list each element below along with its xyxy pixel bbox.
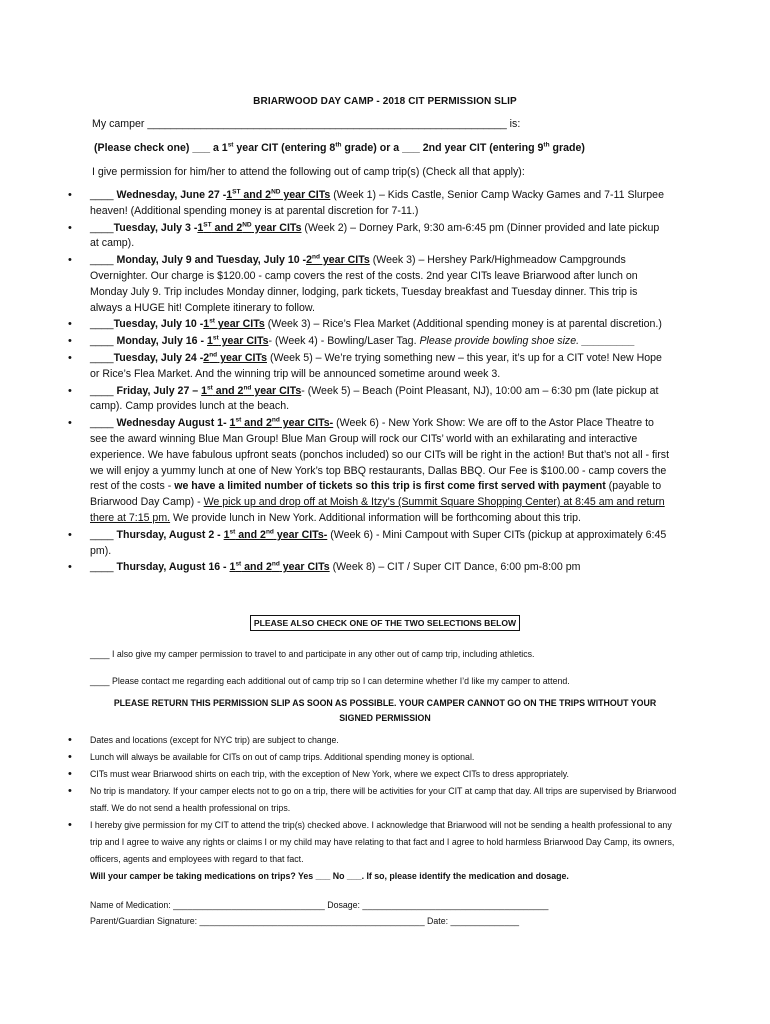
trip-description: (Week 2) – Dorney Park, 9:30 am-6:45 pm (Dinner provided and late pickup at camp). [90, 221, 660, 250]
trip-cit-mid: and 2 [212, 384, 244, 397]
trip-description: (Week 8) – CIT / Super CIT Dance, 6:00 pm-8:00 pm [329, 561, 581, 574]
trip-date: Thursday, August 2 - [116, 528, 224, 541]
note-item: • No trip is mandatory. If your camper elects not to go on a trip, there will be activities for your CIT at camp that day. All trips are supervised by Briarwood staff. We do not send a health professional on trips. [90, 783, 680, 817]
contact-me-option[interactable]: ____ Please contact me regarding each additional out of camp trip so I can determine whether I’d like my camper to attend. [90, 676, 570, 686]
check-one-text-c: grade) or a ___ 2nd year CIT (entering 9 [341, 142, 544, 154]
bowling-shoe-size-field[interactable]: Please provide bowling shoe size. _________ [419, 335, 636, 348]
trip-description: - (Week 4) - Bowling/Laser Tag. [268, 335, 420, 348]
permission-statement: I give permission for him/her to attend the following out of camp trip(s) (Check all that apply): [92, 166, 525, 178]
trip-cit-sup: ND [271, 188, 281, 196]
note-item: • Lunch will always be available for CITs on out of camp trips. Additional spending money is optional. [90, 749, 680, 766]
trip-cit-sup: ND [242, 221, 252, 229]
trip-cit-sup: st [209, 317, 215, 325]
trip-cit: 1 [197, 221, 204, 234]
trip-item[interactable] [90, 221, 670, 253]
trip-cit-sup: nd [265, 528, 274, 536]
medication-line[interactable]: Name of Medication: _______________________________ Dosage: ______________________________________ [90, 900, 549, 910]
note-item: • Dates and locations (except for NYC trip) are subject to change. [90, 732, 680, 749]
check-one-sup-b: th [335, 141, 342, 149]
trip-date: Monday, July 9 and Tuesday, July 10 - [116, 254, 307, 267]
trip-date: Monday, July 16 - [116, 335, 207, 348]
trip-checkbox-blank[interactable]: ____ [90, 189, 117, 201]
trip-description-tail: (payable to Briarwood Day Camp) - [90, 480, 662, 509]
trip-description: (Week 3) – Hershey Park/Highmeadow Campgrounds Overnighter. Our charge is $120.00 - camp covers the rest of the costs. 2nd year CITs leave Briarwood after lunch on Monday July 9. Trip includes Monday dinner, lodging, park tickets, Tuesday breakfast and Tuesday dinner. This trip is always a HUGE hit! Complete itinerary to follow. [90, 254, 638, 314]
return-notice-line: PLEASE RETURN THIS PERMISSION SLIP AS SOON AS POSSIBLE. YOUR CAMPER CANNOT GO ON THE TRIPS WITHOUT YOUR [113, 698, 657, 708]
trip-list [90, 188, 670, 577]
trip-cit: 1 [229, 417, 236, 430]
trip-cit: 1 [201, 384, 208, 397]
note-item: • CITs must wear Briarwood shirts on each trip, with the exception of New York, where we expect CITs to dress appropriately. [90, 766, 680, 783]
travel-permission-option[interactable]: ____ I also give my camper permission to travel to and participate in any other out of camp trip, including athletics. [90, 649, 535, 659]
check-one-text-a: (Please check one) ___ a 1 [94, 142, 228, 154]
note-item [90, 817, 680, 885]
trip-cit-sup: nd [312, 253, 320, 261]
trip-cit-mid: and 2 [241, 561, 272, 574]
trip-checkbox-blank[interactable]: ____ [90, 417, 117, 430]
trip-description: (Week 1) – Kids Castle, Senior Camp Wacky Games and 7-11 Slurpee heaven! (Additional spending money is at parental discretion for 7-11.) [90, 189, 664, 217]
trip-checkbox-blank[interactable]: ____ [90, 254, 117, 267]
trip-cit-end: year CITs [251, 384, 302, 397]
trip-cit-sup: st [235, 416, 242, 424]
trip-date: Friday, July 27 – [116, 384, 202, 397]
trip-cit: 1 [203, 318, 210, 331]
trip-description: (Week 3) – Rice’s Flea Market (Additional spending money is at parental discretion.) [264, 318, 662, 331]
medication-question[interactable]: Will your camper be taking medications on trips? Yes ___ No ___. If so, please identify the medication and dosage. [90, 871, 569, 881]
notes-list [90, 732, 680, 885]
trip-cit-mid: and 2 [241, 417, 272, 430]
trip-description-tail: We provide lunch in New York. Additional information will be forthcoming about this trip. [170, 511, 581, 524]
also-check-heading [0, 618, 770, 628]
trip-item[interactable] [90, 351, 670, 383]
trip-cit-sup: ST [232, 188, 241, 196]
trip-item[interactable] [90, 528, 670, 560]
signature-line[interactable]: Parent/Guardian Signature: ______________________________________________ Date: ______________ [90, 916, 519, 926]
trip-cit-mid: year CITs [217, 351, 267, 364]
check-one-text-b: year CIT (entering 8 [233, 142, 336, 154]
also-check-text: PLEASE ALSO CHECK ONE OF THE TWO SELECTIONS BELOW [250, 615, 520, 631]
pickup-dropoff-notice: We pick up and drop off at Moish & Itzy’s (Summit Square Shopping Center) at 8:45 am and return there at 7:15 pm. [90, 496, 665, 524]
trip-cit-sup: nd [271, 560, 280, 568]
cit-year-selection[interactable] [94, 141, 694, 156]
trip-checkbox-blank[interactable]: ____ [90, 221, 114, 234]
trip-cit-end: year CITs- [273, 528, 328, 541]
check-one-text-d: grade) [549, 142, 585, 154]
trip-cit-end: year CITs [279, 561, 330, 574]
trip-date: Wednesday, June 27 - [116, 189, 227, 201]
trip-cit-sup: st [229, 528, 236, 536]
trip-description: (Week 6) - Mini Campout with Super CITs (pickup at approximately 6:45 pm). [90, 528, 667, 557]
trip-cit-sup: st [235, 560, 242, 568]
trip-checkbox-blank[interactable]: ____ [90, 528, 117, 541]
trip-cit-mid: year CITs [214, 318, 265, 331]
trip-checkbox-blank[interactable]: ____ [90, 335, 117, 348]
return-notice [0, 696, 770, 726]
check-one-sup-c: th [543, 141, 550, 149]
trip-cit-mid: and 2 [211, 221, 243, 234]
trip-cit-end: year CITs- [279, 417, 334, 430]
trip-cit-end: year CITs [251, 221, 302, 234]
trip-description: (Week 5) – We’re trying something new – this year, it’s up for a CIT vote! New Hope or Rice’s Flea Market. And the winning trip will be announced sometime around week 3. [90, 351, 662, 380]
trip-cit-mid: and 2 [235, 528, 266, 541]
trip-item[interactable] [90, 416, 670, 527]
trip-cit: 2 [306, 254, 312, 267]
trip-cit: 2 [203, 351, 210, 364]
trip-item[interactable] [90, 384, 670, 416]
trip-cit-mid: year CITs [218, 335, 269, 348]
trip-description: (Week 6) - New York Show: We are off to the Astor Place Theatre to see the award winning Blue Man Group! Blue Man Group will rock our CITs’ world with an exhilarating and interactive experience. We have fabulous upfront seats (ponchos included) so our CITs will be right in the action! But that’s not all - first we will enjoy a yummy lunch at one of New York’s top BBQ restaurants, Dallas BBQ. Our Fee is $100.00 - camp covers the rest of the costs - [90, 417, 670, 493]
trip-checkbox-blank[interactable]: ____ [90, 384, 117, 397]
waiver-text: I hereby give permission for my CIT to attend the trip(s) checked above. I acknowledge that Briarwood will not be sending a health professional to any trip and I agree to waive any rights or claims I or my child may have relating to that fact and I agree to hold harmless Briarwood Day Camp, its owners, officers, agents and employees with regard to that fact. [90, 820, 675, 864]
trip-cit-sup: st [207, 384, 213, 392]
trip-cit: 1 [229, 561, 236, 574]
trip-cit-sup: st [212, 334, 219, 342]
camper-name-line[interactable]: My camper _____________________________________________________________ is: [92, 118, 521, 130]
trip-cit-end: year CITs [280, 189, 331, 201]
return-notice-line: SIGNED PERMISSION [339, 713, 431, 723]
trip-item[interactable] [90, 188, 670, 220]
trip-item[interactable] [90, 317, 670, 333]
trip-date: Thursday, August 16 - [116, 561, 230, 574]
trip-date: Tuesday, July 10 - [113, 318, 204, 331]
trip-cit: 1 [206, 335, 213, 348]
trip-item[interactable] [90, 560, 670, 576]
trip-checkbox-blank[interactable]: ____ [90, 318, 114, 331]
check-one-sup-a: st [227, 141, 234, 149]
trip-item[interactable] [90, 334, 670, 350]
trip-checkbox-blank[interactable]: ____ [90, 561, 117, 574]
trip-date: Wednesday August 1- [116, 417, 230, 430]
trip-date: Tuesday, July 24 - [113, 351, 204, 364]
trip-cit-sup: nd [243, 384, 252, 392]
trip-date: Tuesday, July 3 - [113, 221, 198, 234]
trip-cit-mid: and 2 [240, 189, 272, 201]
page-title: BRIARWOOD DAY CAMP - 2018 CIT PERMISSION SLIP [253, 96, 517, 107]
trip-item[interactable] [90, 253, 670, 316]
trip-description: - (Week 5) – Beach (Point Pleasant, NJ), 10:00 am – 6:30 pm (late pickup at camp). Camp provides lunch at the beach. [90, 384, 659, 413]
trip-cit-sup: nd [209, 351, 218, 359]
trip-cit: 1 [226, 189, 233, 201]
limited-tickets-notice: we have a limited number of tickets so this trip is first come first served with payment [174, 480, 606, 493]
trip-cit-sup: ST [203, 221, 212, 229]
trip-cit-mid: year CITs [319, 254, 370, 267]
trip-checkbox-blank[interactable]: ____ [90, 351, 114, 364]
trip-cit: 1 [223, 528, 230, 541]
trip-cit-sup: nd [271, 416, 280, 424]
